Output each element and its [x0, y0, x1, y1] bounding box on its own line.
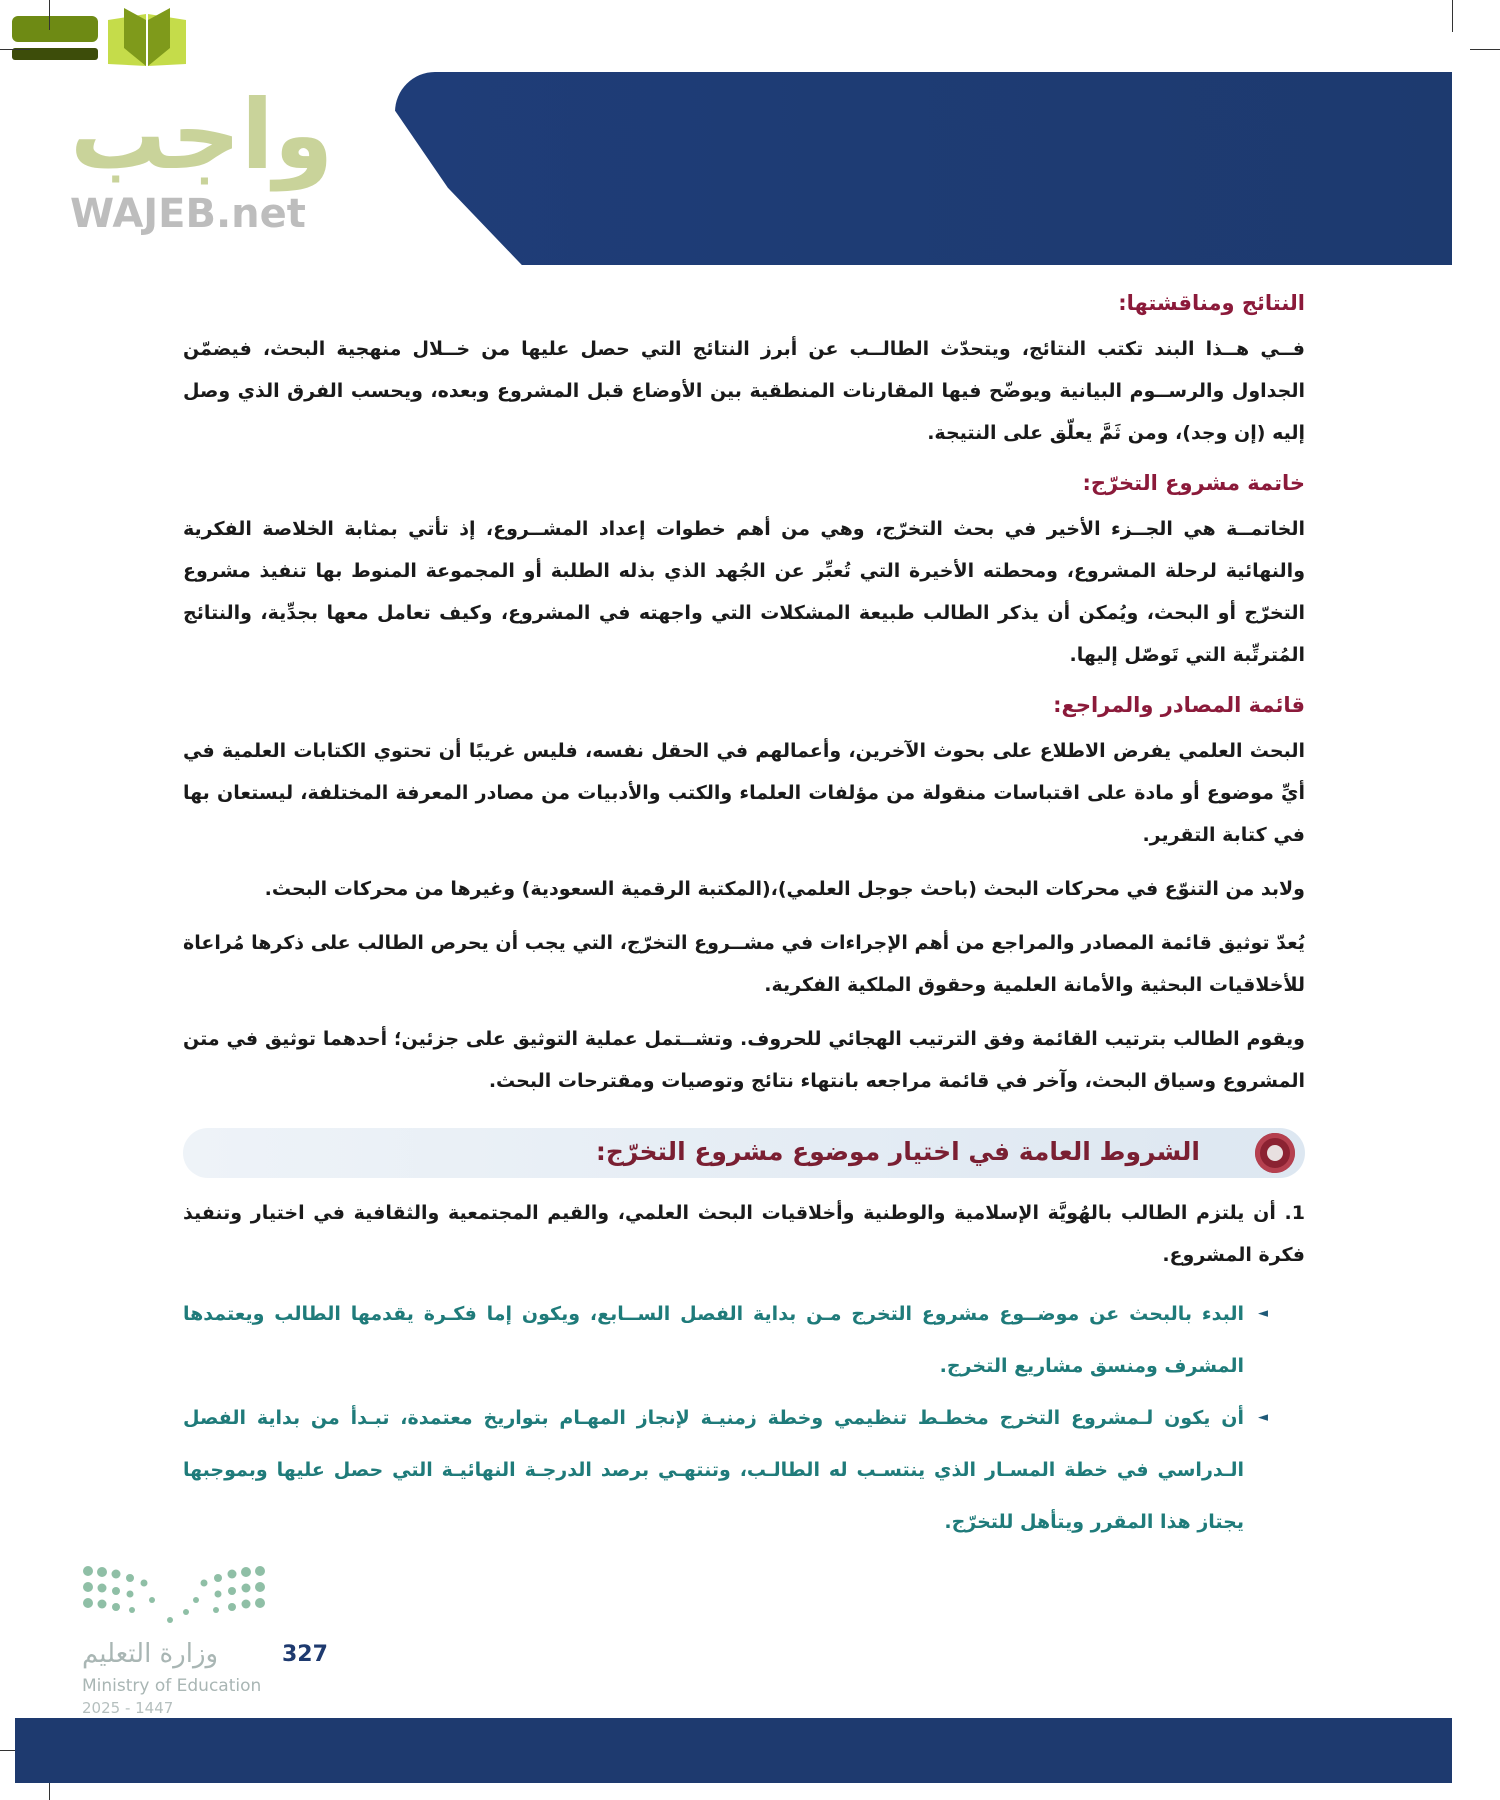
watermark-arabic: واجب [70, 79, 334, 191]
paragraph-conclusion: الخاتمــة هي الجــزء الأخير في بحث التخرّج، وهي من أهم خطوات إعداد المشــروع، إذ تأتي بمثابة الخلاصة الفكرية والنهائية لرحلة المشروع، ومحطته الأخيرة التي تُعبِّر عن الجُهد الذي بذله الطلبة أو المجموعة المنوط بها تنفيذ مشروع التخرّج أو البحث، ويُمكن أن يذكر الطالب طبيعة المشكلات التي واجهته في المشروع، وكيف تعامل معها بجدِّية، والنتائج المُترتِّبة التي تَوصّل إليها. [183, 518, 1305, 666]
triangle-bullet-icon: ◄ [1258, 1306, 1268, 1321]
footer-bar [15, 1718, 1452, 1783]
triangle-bullet-icon: ◄ [1258, 1410, 1268, 1425]
paragraph-references-3: يُعدّ توثيق قائمة المصادر والمراجع من أهم الإجراءات في مشــروع التخرّج، التي يجب أن يحرص الطالب على ذكرها مُراعاة للأخلاقيات البحثية والأمانة العلمية وحقوق الملكية الفكرية. [183, 932, 1305, 996]
section-bullet-icon [1255, 1133, 1295, 1173]
crop-mark [1470, 49, 1500, 50]
heading-references: قائمة المصادر والمراجع: [1053, 693, 1305, 717]
crop-mark [49, 0, 50, 30]
book-icon [106, 4, 188, 66]
crop-mark [1452, 0, 1453, 32]
ministry-name-english: Ministry of Education [82, 1676, 262, 1696]
paragraph-references-1: البحث العلمي يفرض الاطلاع على بحوث الآخرين، وأعمالهم في الحقل نفسه، فليس غريبًا أن تحتوي الكتابات العلمية في أيِّ موضوع أو مادة على اقتباسات منقولة من مؤلفات العلماء والكتب والأدبيات من مصادر المعرفة المختلفة، ليستعان بها في كتابة التقرير. [183, 740, 1305, 846]
wajeb-logo-wordmark [12, 8, 102, 64]
ministry-logo [82, 1565, 328, 1725]
ministry-dots-icon [82, 1565, 267, 1625]
ministry-name-arabic: وزارة التعليم [82, 1639, 219, 1669]
condition-bullet-2 [183, 1392, 1268, 1548]
heading-results: النتائج ومناقشتها: [1118, 291, 1305, 315]
paragraph-references-4: ويقوم الطالب بترتيب القائمة وفق الترتيب الهجائي للحروف. وتشــتمل عملية التوثيق على جزئين؛ أحدهما توثيق في متن المشروع وسياق البحث، وآخر في قائمة مراجعه بانتهاء نتائج وتوصيات ومقترحات البحث. [183, 1028, 1305, 1092]
paragraph-references-2: ولابد من التنوّع في محركات البحث (باحث جوجل العلمي)،(المكتبة الرقمية السعودية) وغيرها من محركات البحث. [264, 878, 1305, 900]
heading-conclusion: خاتمة مشروع التخرّج: [1082, 471, 1305, 495]
section-title-conditions: الشروط العامة في اختيار موضوع مشروع التخرّج: [595, 1137, 1200, 1166]
page-number: 327 [282, 1642, 328, 1667]
wajeb-logo [8, 4, 193, 66]
watermark [70, 80, 380, 238]
header-banner [395, 72, 1452, 265]
condition-item-1: 1. أن يلتزم الطالب بالهُويَّة الإسلامية والوطنية وأخلاقيات البحث العلمي، والقيم المجتمعية والثقافية في اختيار وتنفيذ فكرة المشروع. [183, 1202, 1305, 1266]
paragraph-results: فــي هــذا البند تكتب النتائج، ويتحدّث الطالــب عن أبرز النتائج التي حصل عليها من خــلال منهجية البحث، فيضمّن الجداول والرســوم البيانية ويوضّح فيها المقارنات المنطقية بين الأوضاع قبل المشروع وبعده، ويحسب الفرق الذي وصل إليه (إن وجد)، ومن ثَمَّ يعلّق على النتيجة. [183, 338, 1305, 444]
condition-bullet-2-text: أن يكون لـمشروع التخرج مخطـط تنظيمي وخطة زمنيـة لإنجاز المهـام بتواريخ معتمدة، تبـدأ من بداية الفصل الـدراسي في خطة المسـار الذي ينتسـب له الطالـب، وتنتهـي برصد الدرجـة النهائيـة التي حصل عليها وبموجبها يجتاز هذا المقرر ويتأهل للتخرّج. [183, 1407, 1244, 1533]
condition-bullet-1 [183, 1288, 1268, 1392]
crop-mark [0, 49, 30, 50]
section-bar-conditions [183, 1128, 1305, 1178]
condition-bullet-1-text: البدء بالبحث عن موضــوع مشروع التخرج مـن بداية الفصل الســابع، ويكون إما فكـرة يقدمها الطالب ويعتمدها المشرف ومنسق مشاريع التخرج. [183, 1303, 1244, 1377]
page-content [183, 286, 1305, 1548]
watermark-latin: WAJEB.net [70, 191, 306, 237]
edition-year: 2025 - 1447 [82, 1699, 174, 1717]
